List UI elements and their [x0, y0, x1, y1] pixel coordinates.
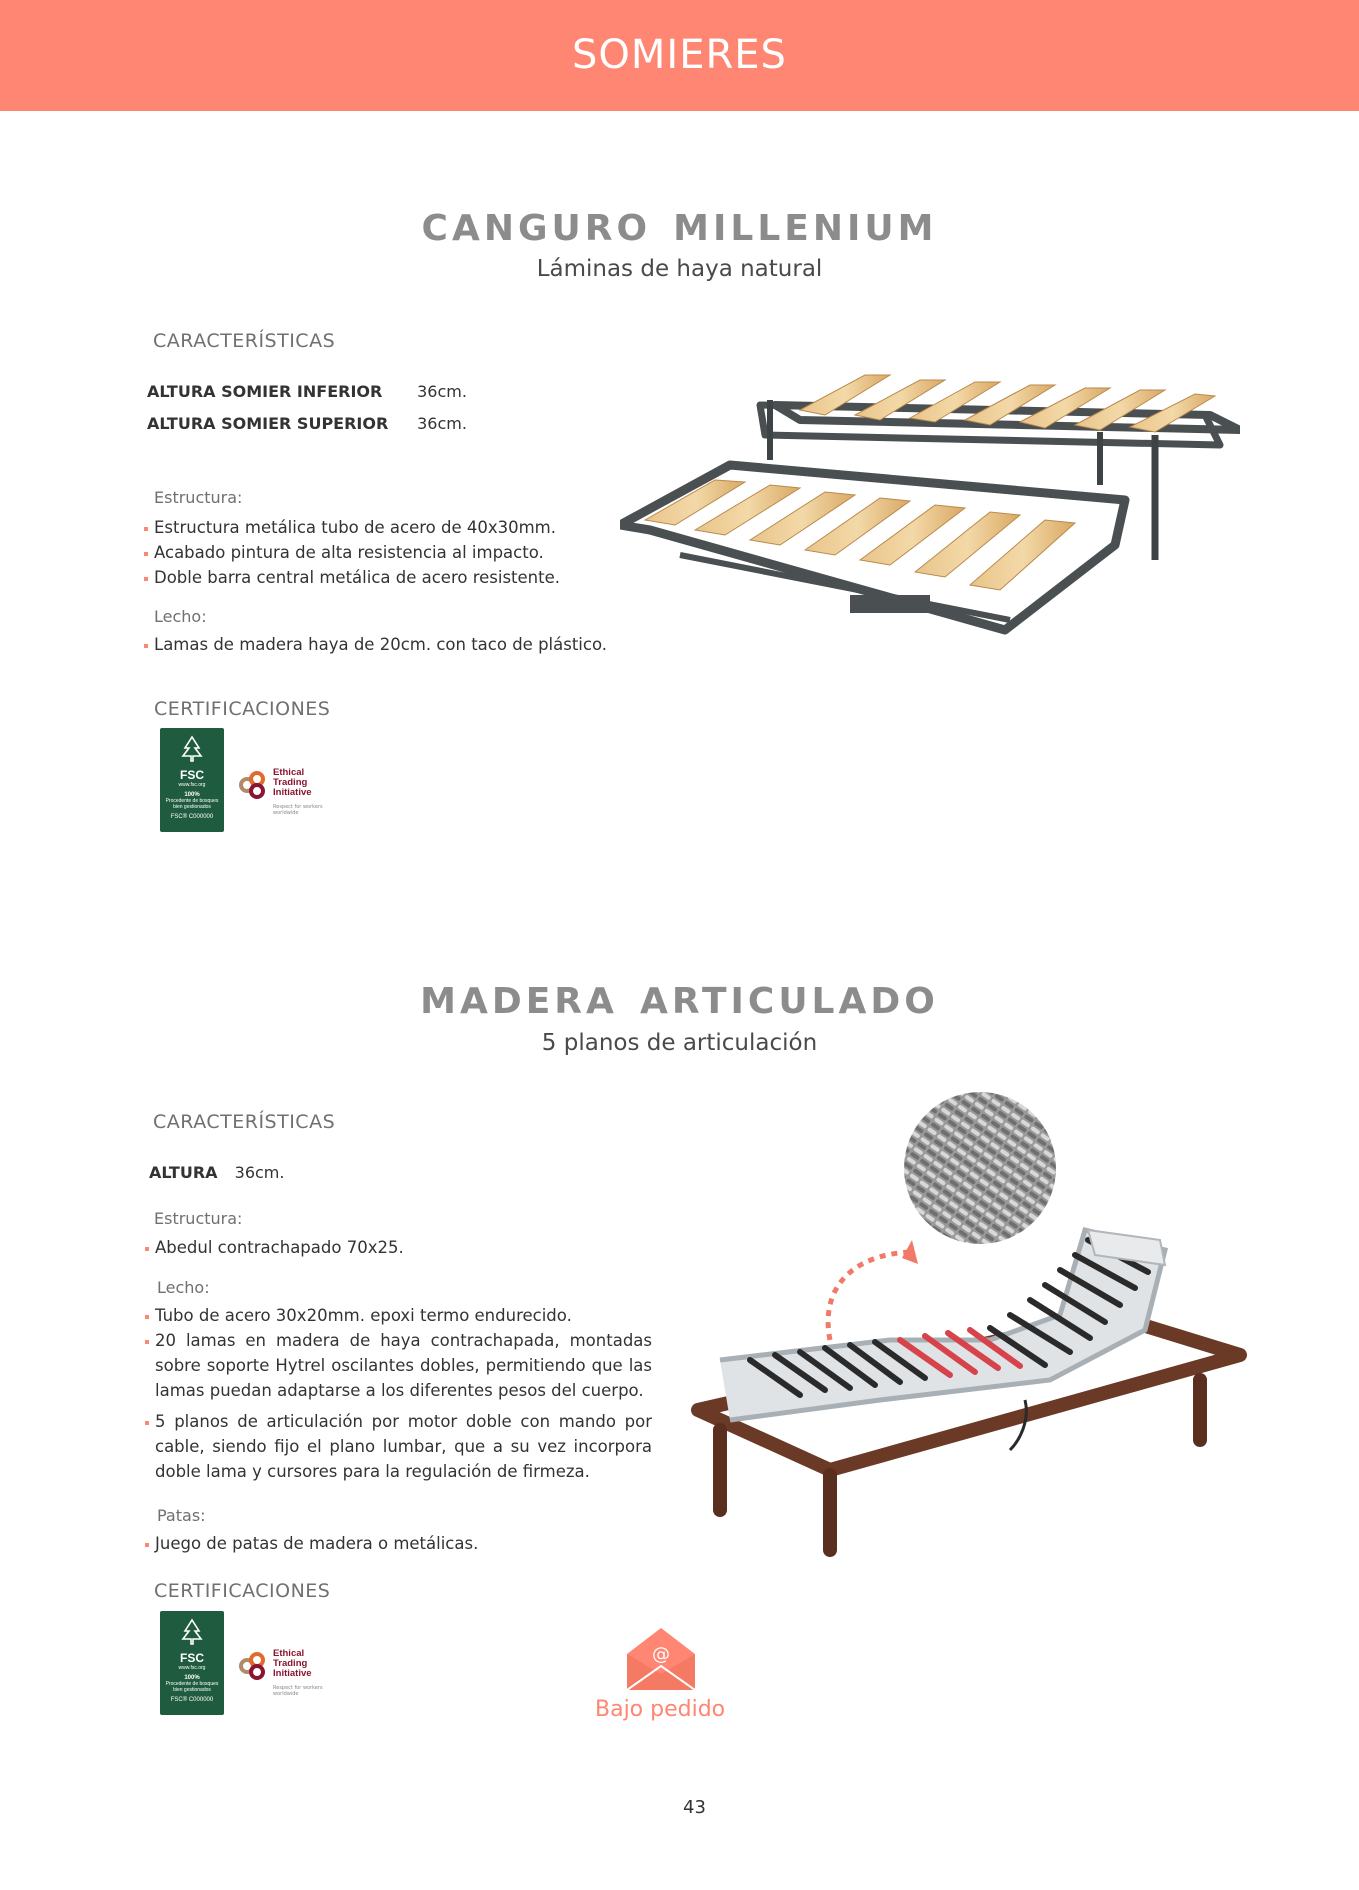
eti-tagline: Respect for workers worldwide — [273, 804, 323, 816]
features-label: CARACTERÍSTICAS — [153, 330, 336, 352]
product-title: madera articulado — [420, 966, 939, 1026]
bullet-list — [144, 515, 664, 590]
envelope-icon — [627, 1628, 695, 1690]
eti-rings-icon — [237, 768, 271, 802]
spec-label: ALTURA SOMIER SUPERIOR — [147, 414, 389, 433]
list-item: Acabado pintura de alta resistencia al impacto. — [144, 540, 664, 565]
spec-label: ALTURA SOMIER INFERIOR — [147, 382, 383, 401]
spec-label: ALTURA — [149, 1163, 218, 1182]
section-title: SOMIERES — [572, 32, 787, 78]
bullet-list — [144, 632, 664, 657]
eti-tagline: Respect for workers worldwide — [273, 1685, 323, 1697]
articulated-bed-image — [690, 1090, 1250, 1570]
eti-rings-icon — [237, 1649, 271, 1683]
fsc-logo — [160, 728, 224, 832]
fsc-site: www.fsc.org — [178, 1665, 206, 1671]
certifications-label: CERTIFICACIONES — [154, 1580, 331, 1602]
bullet-list — [145, 1235, 652, 1260]
canguro-somier-image — [620, 360, 1240, 660]
spec-value: 36cm. — [234, 1163, 285, 1182]
group-label: Patas: — [157, 1506, 206, 1525]
list-item: 20 lamas en madera de haya contrachapada, montadas sobre soporte Hytrel oscilantes dobles, permitiendo que las lamas puedan adaptarse a los diferentes pesos del cuerpo. — [145, 1328, 652, 1403]
fsc-site: www.fsc.org — [178, 782, 206, 788]
spec-row — [147, 382, 467, 401]
eti-logo — [237, 1649, 337, 1709]
fsc-percent: 100% — [184, 1675, 200, 1681]
eti-name: Ethical Trading Initiative — [273, 1648, 312, 1679]
detail-zoom — [904, 1092, 1056, 1244]
order-label: Bajo pedido — [595, 1697, 726, 1722]
tree-icon — [177, 734, 207, 764]
bullet-list — [145, 1531, 652, 1556]
fsc-logo — [160, 1611, 224, 1715]
fsc-percent: 100% — [184, 792, 200, 798]
fsc-code: FSC® C000000 — [170, 814, 214, 820]
spec-value: 36cm. — [417, 382, 467, 401]
list-item: Abedul contrachapado 70x25. — [145, 1235, 652, 1260]
tree-icon — [177, 1617, 207, 1647]
fsc-code: FSC® C000000 — [170, 1697, 214, 1703]
fsc-text: Procedente de bosques bien gestionados — [165, 798, 219, 810]
section-header — [0, 0, 1359, 111]
group-label: Lecho: — [154, 607, 207, 626]
product-subtitle: Láminas de haya natural — [536, 256, 823, 282]
group-label: Estructura: — [154, 1209, 243, 1228]
fsc-label: FSC — [180, 768, 204, 782]
bullet-list — [145, 1303, 652, 1484]
list-item: Doble barra central metálica de acero resistente. — [144, 565, 664, 590]
eti-name: Ethical Trading Initiative — [273, 767, 312, 798]
list-item: Estructura metálica tubo de acero de 40x30mm. — [144, 515, 664, 540]
spec-value: 36cm. — [417, 414, 467, 433]
group-label: Lecho: — [157, 1278, 210, 1297]
list-item: Tubo de acero 30x20mm. epoxi termo endurecido. — [145, 1303, 652, 1328]
list-item: 5 planos de articulación por motor doble con mando por cable, siendo fijo el plano lumbar, que a su vez incorpora doble lama y cursores para la regulación de firmeza. — [145, 1409, 652, 1484]
certifications-label: CERTIFICACIONES — [154, 698, 331, 720]
spec-row — [149, 1163, 284, 1182]
list-item: Lamas de madera haya de 20cm. con taco de plástico. — [144, 632, 664, 657]
product-subtitle: 5 planos de articulación — [541, 1030, 818, 1056]
list-item: Juego de patas de madera o metálicas. — [145, 1531, 652, 1556]
product-title: canguro millenium — [421, 193, 938, 253]
fsc-text: Procedente de bosques bien gestionados — [165, 1681, 219, 1693]
page-number: 43 — [683, 1797, 706, 1818]
group-label: Estructura: — [154, 488, 243, 507]
eti-logo — [237, 768, 337, 828]
spec-row — [147, 414, 467, 433]
features-label: CARACTERÍSTICAS — [153, 1111, 336, 1133]
svg-text:@: @ — [652, 1644, 670, 1665]
fsc-label: FSC — [180, 1651, 204, 1665]
